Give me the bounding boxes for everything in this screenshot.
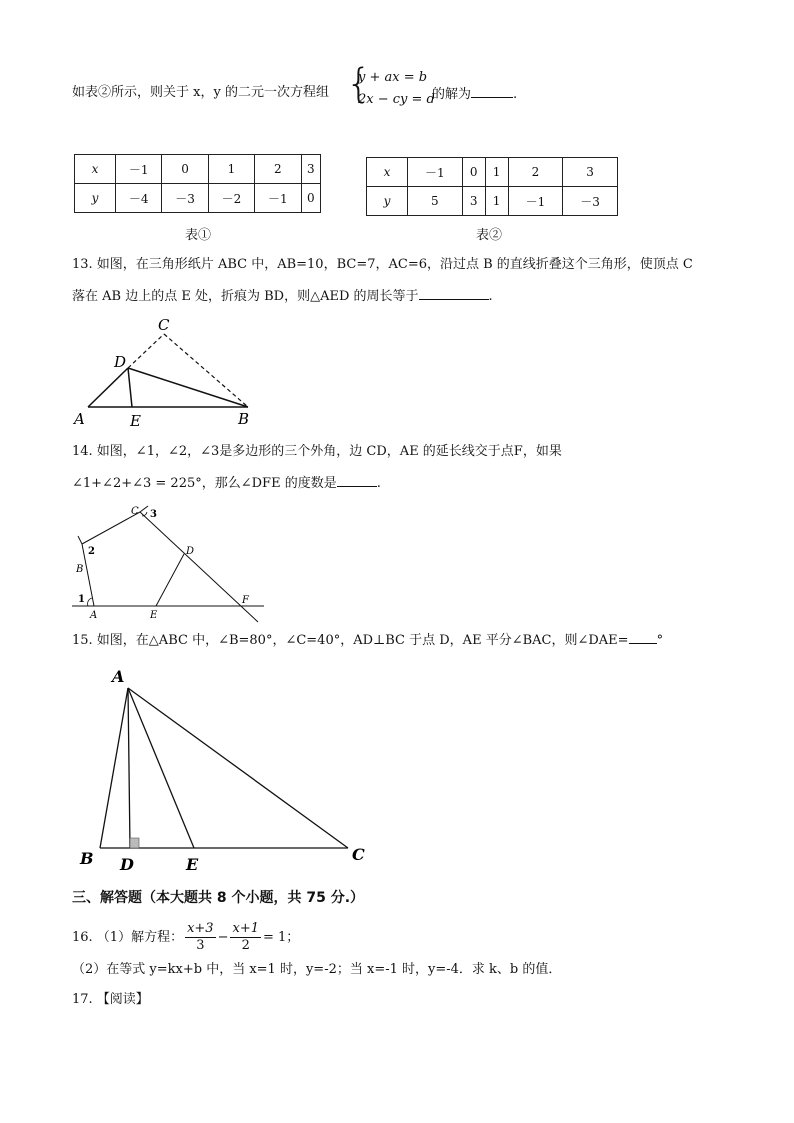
q16-minus: − [217,930,229,945]
q15-figure [74,664,374,878]
table-2-row-y [367,187,618,216]
table-cell: x [367,158,408,187]
table-cell: 1 [208,155,254,184]
segment-ad [128,688,130,848]
table-2-caption: 表② [476,228,503,243]
q15-line [72,629,663,651]
q14-answer-blank [337,472,377,487]
q13-figure [68,312,268,430]
label-angle-2: 2 [88,546,95,557]
fraction-numerator: x+1 [232,921,259,936]
label-angle-3: 3 [150,509,157,520]
table-1-row-y [75,184,321,213]
q12-text-before: 如表②所示，则关于 x，y 的二元一次方程组 [72,85,329,100]
table-cell: －1 [255,184,301,213]
q12-end: . [513,87,518,102]
table-cell: －4 [116,184,162,213]
label-e: E [130,412,141,430]
segment-bc-extension [140,506,148,512]
label-b: B [238,410,250,428]
table-cell: x [75,155,116,184]
segment-ab [100,688,128,848]
table-cell: 1 [485,187,508,216]
table-cell: －2 [208,184,254,213]
table-cell: 1 [485,158,508,187]
segment-ab-extension [78,536,82,544]
q16-part1-prefix: 16. （1）解方程： [72,930,184,945]
label-c: C [131,506,139,517]
label-a: A [112,667,125,686]
q12-answer-blank [471,83,513,98]
segment-dc-dashed [128,334,164,368]
table-cell: 3 [462,187,485,216]
q15-answer-blank [629,629,657,644]
table-1-caption: 表① [185,228,212,243]
q14-line1: 14. 如图，∠1，∠2，∠3是多边形的三个外角，边 CD，AE 的延长线交于点F，如果 [72,444,562,459]
angle-1-arc [88,598,92,606]
brace-icon: { [346,61,372,107]
q14-end: . [376,476,381,491]
q16-fraction-1 [185,921,216,954]
q15-text: 15. 如图，在△ABC 中，∠B=80°，∠C=40°，AD⊥BC 于点 D，AE 平分∠BAC，则∠DAE= [72,633,629,648]
label-b: B [80,849,94,868]
label-d: D [114,353,127,371]
q12-line [72,83,329,103]
q13-line2 [72,285,493,307]
q16-rhs: = 1； [262,930,300,945]
q13-answer-blank [419,285,489,300]
segment-ad [88,368,128,407]
label-a: A [74,410,85,428]
right-angle-mark [130,838,139,848]
label-c: C [352,845,365,864]
q12-answer [432,83,517,105]
table-cell: 0 [301,184,320,213]
segment-de [128,368,132,407]
table-cell: －3 [162,184,208,213]
segment-cb-dashed [164,334,248,407]
table-cell: 2 [255,155,301,184]
label-d: D [186,546,195,557]
q12-eq2: 2x − cy = d [358,92,435,107]
table-cell: 2 [508,158,563,187]
table-cell: －1 [116,155,162,184]
fraction-denominator: 2 [241,938,250,953]
segment-db [128,368,248,407]
label-f: F [242,595,249,606]
q14-line2-text: ∠1+∠2+∠3 = 225°，那么∠DFE 的度数是 [72,476,337,491]
label-d: D [120,855,134,874]
table-1-row-x [75,155,321,184]
q12-equation-system [346,61,435,112]
table-cell: －3 [563,187,618,216]
fraction-denominator: 3 [196,938,205,953]
q14-line2 [72,472,381,494]
table-cell: y [75,184,116,213]
q12-text-after: 的解为 [432,87,472,102]
table-2 [366,157,618,216]
q16-part2: （2）在等式 y=kx+b 中，当 x=1 时，y=-2；当 x=-1 时，y=-4．求 k、b 的值． [72,962,562,977]
table-cell: 0 [462,158,485,187]
q13-end: . [488,289,493,304]
label-e: E [150,610,158,621]
label-a: A [90,610,98,621]
q15-unit: ° [656,633,664,648]
label-c: C [158,316,170,334]
q14-figure [68,498,268,624]
section-3-heading: 三、解答题（本大题共 8 个小题，共 75 分.） [72,890,365,906]
label-b: B [76,564,84,575]
q17-heading: 17. 【阅读】 [72,992,149,1007]
q12-eq1: y + ax = b [358,70,428,85]
table-2-row-x [367,158,618,187]
table-cell: －1 [508,187,563,216]
q16-part1 [72,920,299,956]
table-1 [74,154,321,213]
q16-fraction-2 [230,921,261,954]
label-e: E [186,855,199,874]
fraction-numerator: x+3 [187,921,214,936]
label-angle-1: 1 [78,594,85,605]
table-cell: 5 [408,187,463,216]
table-cell: 3 [563,158,618,187]
table-cell: －1 [408,158,463,187]
q13-line2-text: 落在 AB 边上的点 E 处，折痕为 BD，则△AED 的周长等于 [72,289,419,304]
q13-line1: 13. 如图，在三角形纸片 ABC 中，AB=10，BC=7，AC=6，沿过点 B 的直线折叠这个三角形，使顶点 C [72,257,693,272]
segment-ed [156,554,184,606]
table-cell: 0 [162,155,208,184]
table-cell: y [367,187,408,216]
table-cell: 3 [301,155,320,184]
